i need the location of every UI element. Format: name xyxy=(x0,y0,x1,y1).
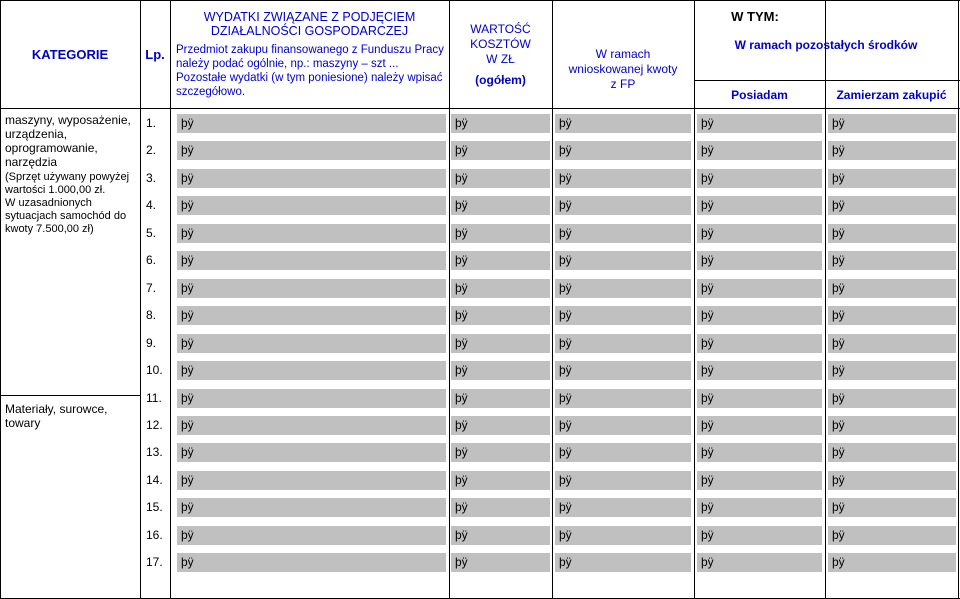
category-line: narzędzia xyxy=(5,155,58,169)
form-field-wydatek[interactable]: þÿ xyxy=(177,553,446,572)
form-field-posiadam[interactable]: þÿ xyxy=(697,389,822,408)
wydatki-title-line: DZIAŁALNOŚCI GOSPODARCZEJ xyxy=(210,24,409,38)
form-field-wnioskowana[interactable]: þÿ xyxy=(555,279,691,298)
form-field-zamierzam[interactable]: þÿ xyxy=(828,306,956,325)
row-number: 1. xyxy=(146,116,157,130)
form-field-wydatek[interactable]: þÿ xyxy=(177,498,446,517)
form-field-posiadam[interactable]: þÿ xyxy=(697,306,822,325)
form-field-wnioskowana[interactable]: þÿ xyxy=(555,471,691,490)
note-line: wartości 1.000,00 zł. xyxy=(5,184,106,196)
form-field-wartosc[interactable]: þÿ xyxy=(451,416,550,435)
category-line: Materiały, surowce, xyxy=(5,402,108,416)
form-field-wydatek[interactable]: þÿ xyxy=(177,526,446,545)
row-number: 6. xyxy=(146,253,157,267)
header-w-tym xyxy=(552,10,958,24)
row-number: 17. xyxy=(146,555,163,569)
form-field-zamierzam[interactable]: þÿ xyxy=(828,224,956,243)
header-kategorie-label: KATEGORIE xyxy=(31,46,109,62)
form-field-wnioskowana[interactable]: þÿ xyxy=(555,141,691,160)
form-field-wnioskowana[interactable]: þÿ xyxy=(555,443,691,462)
form-field-wnioskowana[interactable]: þÿ xyxy=(555,361,691,380)
form-field-zamierzam[interactable]: þÿ xyxy=(828,279,956,298)
grid-line xyxy=(958,0,959,599)
form-field-posiadam[interactable]: þÿ xyxy=(697,526,822,545)
form-field-zamierzam[interactable]: þÿ xyxy=(828,416,956,435)
form-field-wnioskowana[interactable]: þÿ xyxy=(555,526,691,545)
row-number: 9. xyxy=(146,336,157,350)
form-field-wartosc[interactable]: þÿ xyxy=(451,279,550,298)
form-field-posiadam[interactable]: þÿ xyxy=(697,443,822,462)
form-field-posiadam[interactable]: þÿ xyxy=(697,361,822,380)
form-field-wnioskowana[interactable]: þÿ xyxy=(555,224,691,243)
wydatki-desc-line: szczegółowo. xyxy=(176,86,246,98)
form-field-posiadam[interactable]: þÿ xyxy=(697,498,822,517)
form-field-wnioskowana[interactable]: þÿ xyxy=(555,416,691,435)
form-field-wnioskowana[interactable]: þÿ xyxy=(555,553,691,572)
wydatki-desc-line: należy podać ogólnie, np.: maszyny – szt ... xyxy=(176,58,399,70)
form-field-wartosc[interactable]: þÿ xyxy=(451,553,550,572)
grid-line xyxy=(0,395,140,396)
form-field-zamierzam[interactable]: þÿ xyxy=(828,553,956,572)
form-field-posiadam[interactable]: þÿ xyxy=(697,334,822,353)
form-field-wartosc[interactable]: þÿ xyxy=(451,498,550,517)
form-field-zamierzam[interactable]: þÿ xyxy=(828,498,956,517)
form-field-posiadam[interactable]: þÿ xyxy=(697,553,822,572)
w-tym-label: W TYM: xyxy=(731,9,779,24)
header-lp-label: Lp. xyxy=(145,46,165,62)
form-field-wartosc[interactable]: þÿ xyxy=(451,361,550,380)
wnioskowanej-line: W ramach xyxy=(595,47,651,61)
form-field-zamierzam[interactable]: þÿ xyxy=(828,443,956,462)
category-line: oprogramowanie, xyxy=(5,141,98,155)
form-field-wartosc[interactable]: þÿ xyxy=(451,443,550,462)
grid-line xyxy=(449,0,450,599)
header-posiadam xyxy=(694,88,825,102)
wartosc-line: WARTOŚĆ xyxy=(470,22,531,36)
form-field-wartosc[interactable]: þÿ xyxy=(451,251,550,270)
posiadam-label: Posiadam xyxy=(731,88,788,102)
category-line: towary xyxy=(5,416,41,430)
form-field-wydatek[interactable]: þÿ xyxy=(177,471,446,490)
form-field-wartosc[interactable]: þÿ xyxy=(451,389,550,408)
form-field-zamierzam[interactable]: þÿ xyxy=(828,361,956,380)
wartosc-line: (ogółem) xyxy=(475,73,526,87)
form-field-wydatek[interactable]: þÿ xyxy=(177,251,446,270)
form-field-zamierzam[interactable]: þÿ xyxy=(828,334,956,353)
row-number: 2. xyxy=(146,143,157,157)
row-number: 7. xyxy=(146,281,157,295)
form-field-wartosc[interactable]: þÿ xyxy=(451,471,550,490)
form-field-zamierzam[interactable]: þÿ xyxy=(828,114,956,133)
wydatki-title-line: WYDATKI ZWIĄZANE Z PODJĘCIEM xyxy=(203,10,416,24)
wnioskowanej-line: wnioskowanej kwoty xyxy=(568,62,678,76)
form-field-posiadam[interactable]: þÿ xyxy=(697,471,822,490)
form-field-wydatek[interactable]: þÿ xyxy=(177,196,446,215)
grid-line xyxy=(0,108,960,109)
form-field-wartosc[interactable]: þÿ xyxy=(451,141,550,160)
form-field-zamierzam[interactable]: þÿ xyxy=(828,251,956,270)
note-line: kwoty 7.500,00 zł) xyxy=(5,223,94,235)
header-wartosc xyxy=(449,22,552,88)
form-field-zamierzam[interactable]: þÿ xyxy=(828,141,956,160)
wartosc-line: KOSZTÓW xyxy=(470,37,531,51)
form-field-zamierzam[interactable]: þÿ xyxy=(828,196,956,215)
row-number: 16. xyxy=(146,528,163,542)
form-field-wydatek[interactable]: þÿ xyxy=(177,224,446,243)
form-field-wydatek[interactable]: þÿ xyxy=(177,416,446,435)
form-field-wydatek[interactable]: þÿ xyxy=(177,306,446,325)
form-field-wydatek[interactable]: þÿ xyxy=(177,443,446,462)
form-field-wydatek[interactable]: þÿ xyxy=(177,279,446,298)
header-wydatki-title xyxy=(170,10,449,38)
row-number: 13. xyxy=(146,445,163,459)
note-line: (Sprzęt używany powyżej xyxy=(5,171,130,183)
wydatki-desc-line: Pozostałe wydatki (w tym poniesione) należy wpisać xyxy=(176,72,443,84)
form-field-wartosc[interactable]: þÿ xyxy=(451,169,550,188)
form-field-zamierzam[interactable]: þÿ xyxy=(828,526,956,545)
form-field-wydatek[interactable]: þÿ xyxy=(177,141,446,160)
form-field-wydatek[interactable]: þÿ xyxy=(177,169,446,188)
pozostalych-label: W ramach pozostałych środków xyxy=(734,38,918,52)
form-field-wnioskowana[interactable]: þÿ xyxy=(555,306,691,325)
form-field-posiadam[interactable]: þÿ xyxy=(697,416,822,435)
category-line: urządzenia, xyxy=(5,127,68,141)
form-field-wartosc[interactable]: þÿ xyxy=(451,334,550,353)
category-materialy xyxy=(5,402,140,430)
header-wydatki-desc xyxy=(170,43,449,99)
form-field-wnioskowana[interactable]: þÿ xyxy=(555,251,691,270)
wartosc-line: W ZŁ xyxy=(486,52,515,66)
form-field-wnioskowana[interactable]: þÿ xyxy=(555,389,691,408)
row-number: 15. xyxy=(146,500,163,514)
wnioskowanej-line: z FP xyxy=(610,77,636,91)
header-zamierzam xyxy=(825,88,958,102)
form-field-wydatek[interactable]: þÿ xyxy=(177,389,446,408)
row-number: 8. xyxy=(146,308,157,322)
form-field-posiadam[interactable]: þÿ xyxy=(697,251,822,270)
row-number: 14. xyxy=(146,473,163,487)
form-field-zamierzam[interactable]: þÿ xyxy=(828,169,956,188)
form-field-posiadam[interactable]: þÿ xyxy=(697,169,822,188)
form-field-zamierzam[interactable]: þÿ xyxy=(828,389,956,408)
form-field-wartosc[interactable]: þÿ xyxy=(451,114,550,133)
form-field-posiadam[interactable]: þÿ xyxy=(697,196,822,215)
category-maszyny xyxy=(5,113,140,236)
note-line: W uzasadnionych xyxy=(5,197,92,209)
row-number: 3. xyxy=(146,171,157,185)
category-note xyxy=(5,171,140,236)
row-number: 12. xyxy=(146,418,163,432)
note-line: sytuacjach samochód do xyxy=(5,210,127,222)
form-field-zamierzam[interactable]: þÿ xyxy=(828,471,956,490)
header-wnioskowanej xyxy=(552,47,694,92)
form-field-wartosc[interactable]: þÿ xyxy=(451,306,550,325)
row-number: 5. xyxy=(146,226,157,240)
zamierzam-label: Zamierzam zakupić xyxy=(836,88,947,102)
form-field-posiadam[interactable]: þÿ xyxy=(697,279,822,298)
form-field-wnioskowana[interactable]: þÿ xyxy=(555,498,691,517)
form-field-posiadam[interactable]: þÿ xyxy=(697,141,822,160)
form-field-wnioskowana[interactable]: þÿ xyxy=(555,196,691,215)
form-field-wnioskowana[interactable]: þÿ xyxy=(555,169,691,188)
wydatki-desc-line: Przedmiot zakupu finansowanego z Funduszu Pracy xyxy=(176,44,444,56)
row-number: 4. xyxy=(146,198,157,212)
category-line: maszyny, wyposażenie, xyxy=(5,113,131,127)
form-field-posiadam[interactable]: þÿ xyxy=(697,224,822,243)
form-field-wartosc[interactable]: þÿ xyxy=(451,526,550,545)
grid-line xyxy=(694,80,960,81)
form-field-wydatek[interactable]: þÿ xyxy=(177,114,446,133)
header-wydatki xyxy=(170,10,449,99)
form-field-wydatek[interactable]: þÿ xyxy=(177,361,446,380)
form-field-wnioskowana[interactable]: þÿ xyxy=(555,114,691,133)
row-number: 11. xyxy=(146,391,162,405)
form-field-posiadam[interactable]: þÿ xyxy=(697,114,822,133)
form-field-wnioskowana[interactable]: þÿ xyxy=(555,334,691,353)
header-kategorie xyxy=(0,0,140,108)
form-field-wartosc[interactable]: þÿ xyxy=(451,196,550,215)
header-lp xyxy=(140,0,170,108)
form-field-wydatek[interactable]: þÿ xyxy=(177,334,446,353)
header-pozostalych xyxy=(694,38,958,52)
form-field-wartosc[interactable]: þÿ xyxy=(451,224,550,243)
row-number: 10. xyxy=(146,363,163,377)
